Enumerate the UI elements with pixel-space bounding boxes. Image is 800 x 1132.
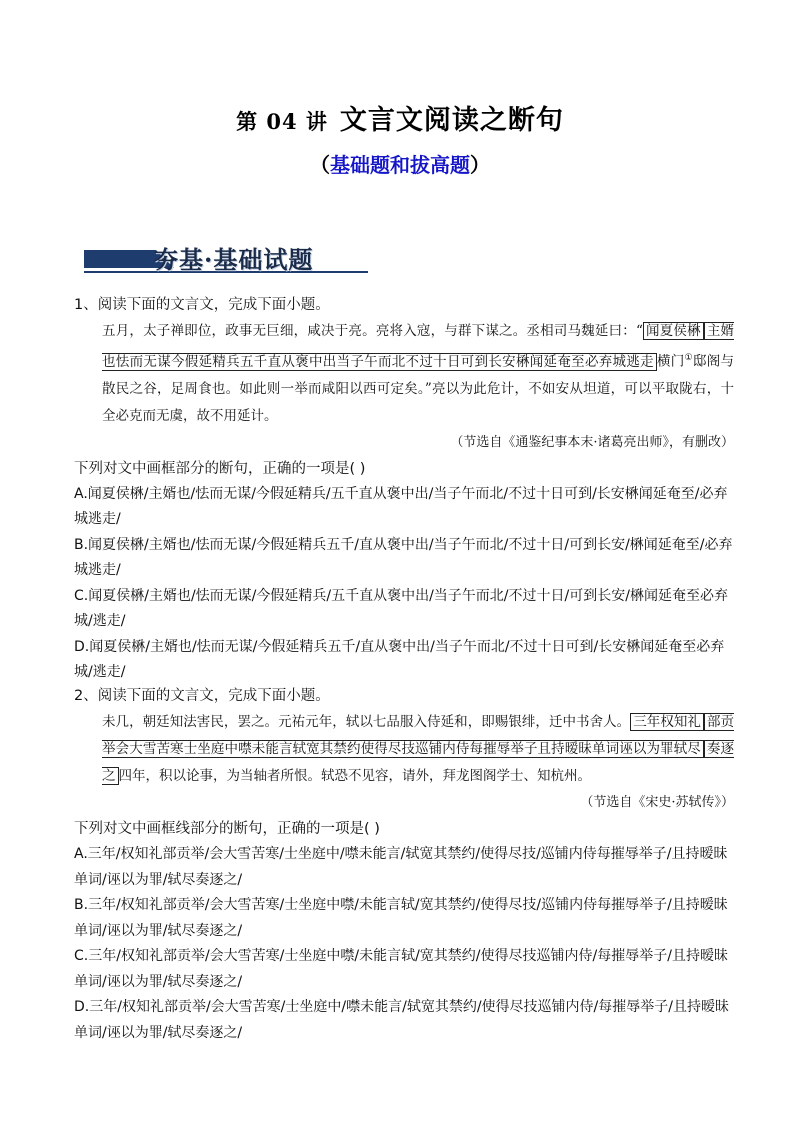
passage-text: 四年，积以论事，为当轴者所恨。轼恐不见容，请外，拜龙图阁学士、知杭州。 xyxy=(118,768,591,784)
question-1-stem: 下列对文中画框部分的断句，正确的一项是( ) xyxy=(74,460,366,477)
question-2-stem: 下列对文中画框线部分的断句，正确的一项是( ) xyxy=(74,821,380,837)
footnote-marker: ① xyxy=(684,353,693,363)
passage-text: 未几，朝廷知法害民，罢之。元祐元年，轼以七品服入侍延和，即赐银绯，迁中书舍人。 xyxy=(102,714,631,730)
subtitle-paren-open: （ xyxy=(310,153,330,177)
question-1-prompt: 1、阅读下面的文言文，完成下面小题。 xyxy=(74,297,330,313)
passage-text: 横门 xyxy=(656,353,685,370)
question-2-source: （节选自《宋史·苏轼传》） xyxy=(580,795,734,810)
passage-text: 五月，太子禅即位，政事无巨细，咸决于亮。亮将入寇，与群下谋之。丞相司马魏延曰：“ xyxy=(102,323,643,339)
option-c: C.三年/权知礼部贡举/会大雪苦寒/士坐庭中噤/未能言轼/宽其禁约/使得尽技巡铺内侍/每摧辱举子/且持暧昧单词/诬以为罪/轼尽奏逐之/ xyxy=(74,948,728,990)
section-banner xyxy=(84,236,370,282)
option-a: A.三年/权知礼部贡举/会大雪苦寒/士坐庭中/噤未能言/轼宽其禁约/使得尽技/巡铺内侍每摧辱举子/且持暧昧单词/诬以为罪/轼尽奏逐之/ xyxy=(74,846,728,888)
title-text: 文言文阅读之断句 xyxy=(339,105,564,136)
passage-text: 邸阁与散民之谷，足周食也。如此则一举而咸阳以西可定矣。”亮以为此危计，不如安从坦道，可以平取陇右，十全必克而无虞，故不用延计。 xyxy=(102,353,735,424)
option-a: A.闻夏侯楙/主婿也/怯而无谋/今假延精兵/五千直从褒中出/当子午而北/不过十日可到/长安楙闻延奄至/必弃城逃走/ xyxy=(74,485,728,527)
boxed-passage: 三年权知礼 xyxy=(630,713,704,731)
option-d: D.闻夏侯楙/主婿也/怯而无谋/今假延精兵五千/直从褒中出/当子午而北/不过十日可到/长安楙闻延奄至必弃城/逃走/ xyxy=(74,638,725,680)
question-2-passage xyxy=(74,709,734,790)
page-subtitle xyxy=(0,149,800,178)
lecture-number: 第 04 讲 xyxy=(236,109,328,134)
option-d: D.三年/权知礼部贡举/会大雪苦寒/士坐庭中/噤未能言/轼宽其禁约/使得尽技巡铺内侍/每摧辱举子/且持暧昧单词/诬以为罪/轼尽奏逐之/ xyxy=(74,999,729,1041)
option-b: B.三年/权知礼部贡举/会大雪苦寒/士坐庭中噤/未能言轼/宽其禁约/使得尽技/巡铺内侍每摧辱举子/且持暧昧单词/诬以为罪/轼尽奏逐之/ xyxy=(74,897,728,939)
subtitle-paren-close: ） xyxy=(470,153,490,177)
question-2-prompt: 2、阅读下面的文言文，完成下面小题。 xyxy=(74,688,330,704)
boxed-passage: 部贡举会大雪苦寒士坐庭中噤未能言轼宽其禁约使得尽技巡铺内侍每摧辱举子且持暧昧单词诬以为罪轼尽 xyxy=(102,714,735,757)
option-b: B.闻夏侯楙/主婿也/怯而无谋/今假延精兵五千/直从褒中出/当子午而北/不过十日/可到长安/楙闻延奄至/必弃城逃走/ xyxy=(74,536,733,578)
option-c: C.闻夏侯楙/主婿也/怯而无谋/今假延精兵/五千直从褒中出/当子午而北/不过十日/可到长安/楙闻延奄至必弃城/逃走/ xyxy=(74,587,728,629)
question-1 xyxy=(74,292,734,686)
subtitle-text: 基础题和拔高题 xyxy=(330,153,470,177)
boxed-passage: 奏逐之 xyxy=(102,741,735,784)
question-1-passage xyxy=(74,318,734,430)
banner-title: 夯基·基础试题 xyxy=(154,245,314,274)
boxed-passage: 闻夏侯楙 xyxy=(643,322,704,340)
boxed-passage: 主婿也怯而无谋今假延精兵五千直从褒中出当子午而北不过十日可到长安楙闻延奄至必弃城逃走 xyxy=(102,323,735,370)
question-1-source: （节选自《通鉴纪事本末·诸葛亮出师》，有删改） xyxy=(450,434,734,450)
page-title xyxy=(0,98,800,137)
question-2 xyxy=(74,683,734,1046)
